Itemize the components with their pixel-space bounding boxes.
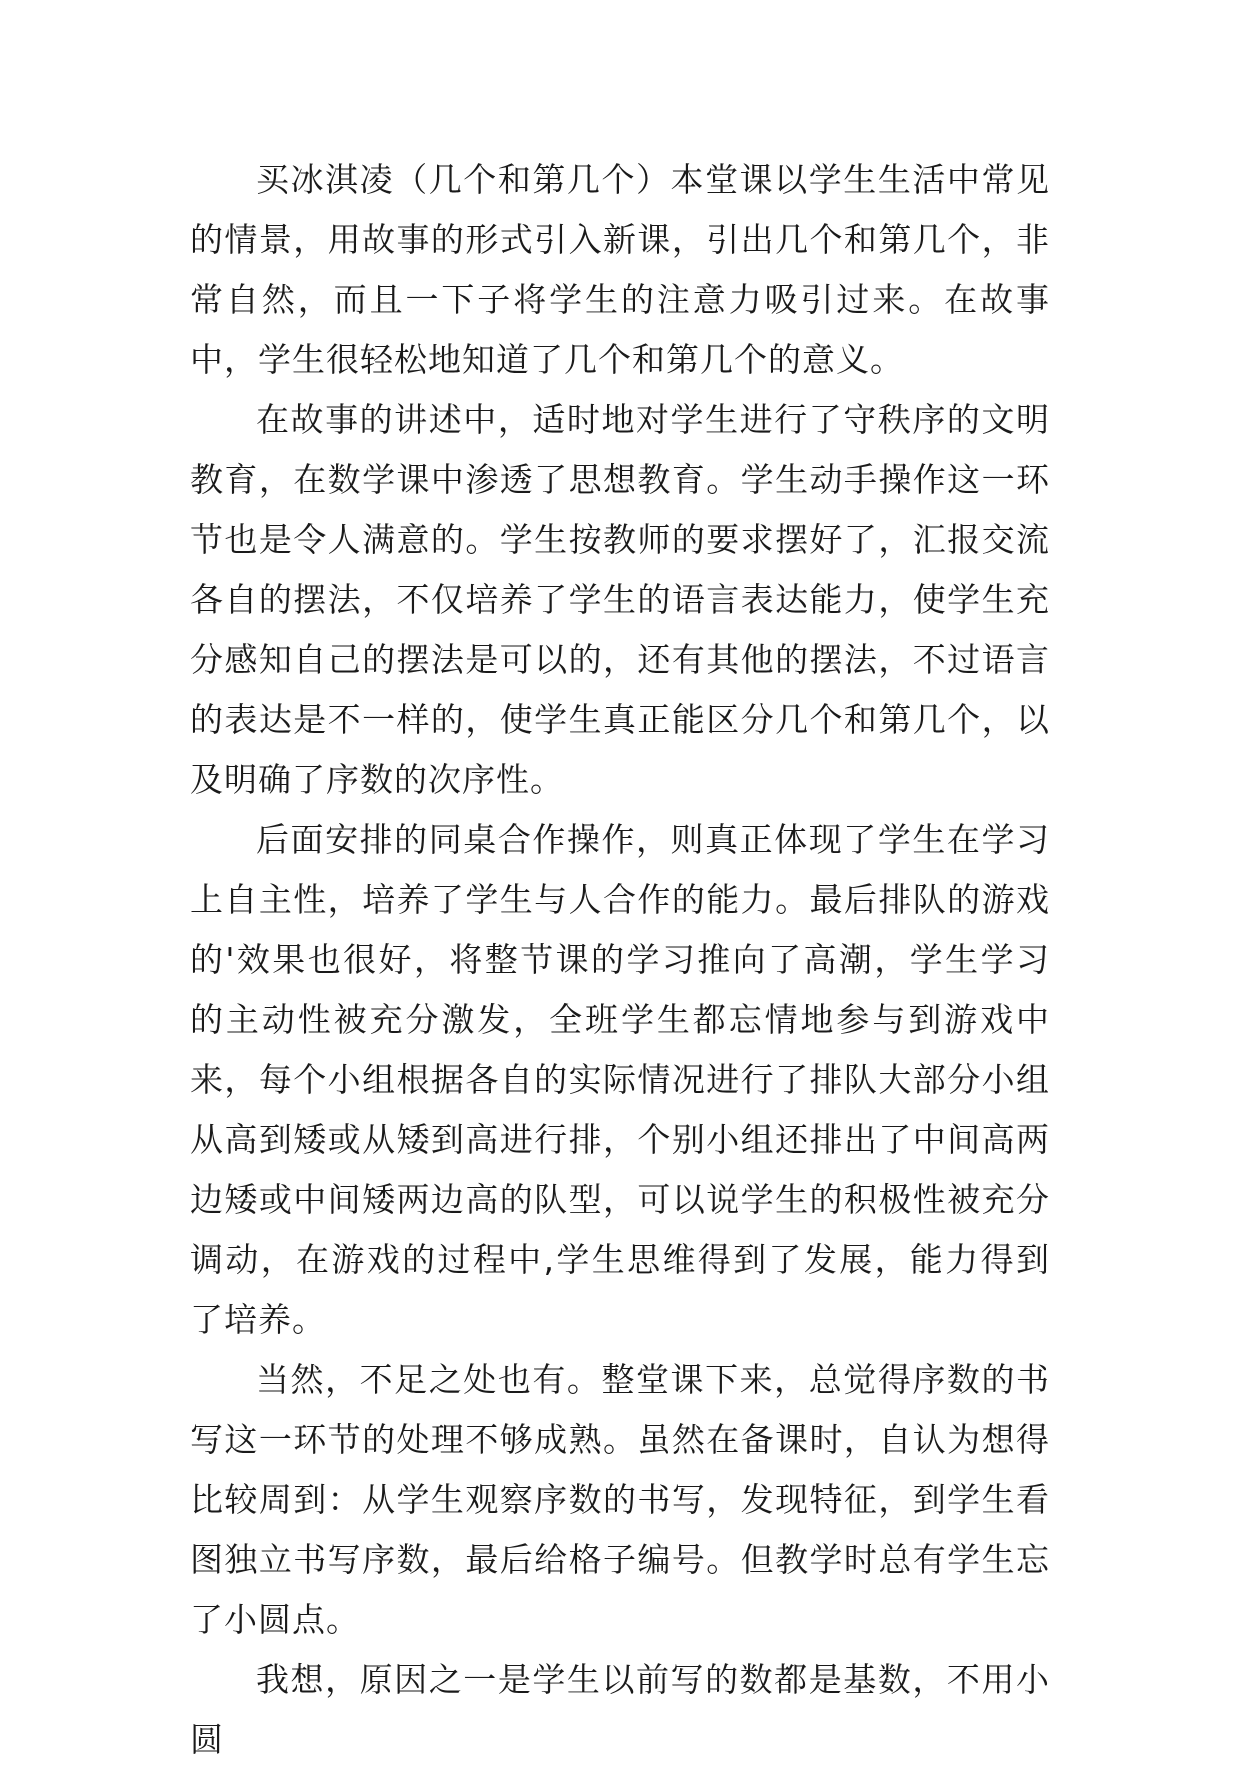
document-body xyxy=(190,150,1050,1770)
paragraph: 我想，原因之一是学生以前写的数都是基数，不用小圆 xyxy=(190,1660,1050,1759)
paragraph: 后面安排的同桌合作操作，则真正体现了学生在学习上自主性，培养了学生与人合作的能力。最后排队的游戏的'效果也很好，将整节课的学习推向了高潮，学生学习的主动性被充分激发，全班学生都忘情地参与到游戏中来，每个小组根据各自的实际情况进行了排队大部分小组从高到矮或从矮到高进行排，个别小组还排出了中间高两边矮或中间矮两边高的队型，可以说学生的积极性被充分调动，在游戏的过程中,学生思维得到了发展，能力得到了培养。 xyxy=(190,820,1050,1339)
paragraph: 买冰淇凌（几个和第几个）本堂课以学生生活中常见的情景，用故事的形式引入新课，引出几个和第几个，非常自然，而且一下子将学生的注意力吸引过来。在故事中，学生很轻松地知道了几个和第几个的意义。 xyxy=(190,160,1050,379)
paragraph: 在故事的讲述中，适时地对学生进行了守秩序的文明教育，在数学课中渗透了思想教育。学生动手操作这一环节也是令人满意的。学生按教师的要求摆好了，汇报交流各自的摆法，不仅培养了学生的语言表达能力，使学生充分感知自己的摆法是可以的，还有其他的摆法，不过语言的表达是不一样的，使学生真正能区分几个和第几个，以及明确了序数的次序性。 xyxy=(190,400,1050,799)
paragraph: 当然，不足之处也有。整堂课下来，总觉得序数的书写这一环节的处理不够成熟。虽然在备课时，自认为想得比较周到：从学生观察序数的书写，发现特征，到学生看图独立书写序数，最后给格子编号。但教学时总有学生忘了小圆点。 xyxy=(190,1360,1050,1639)
